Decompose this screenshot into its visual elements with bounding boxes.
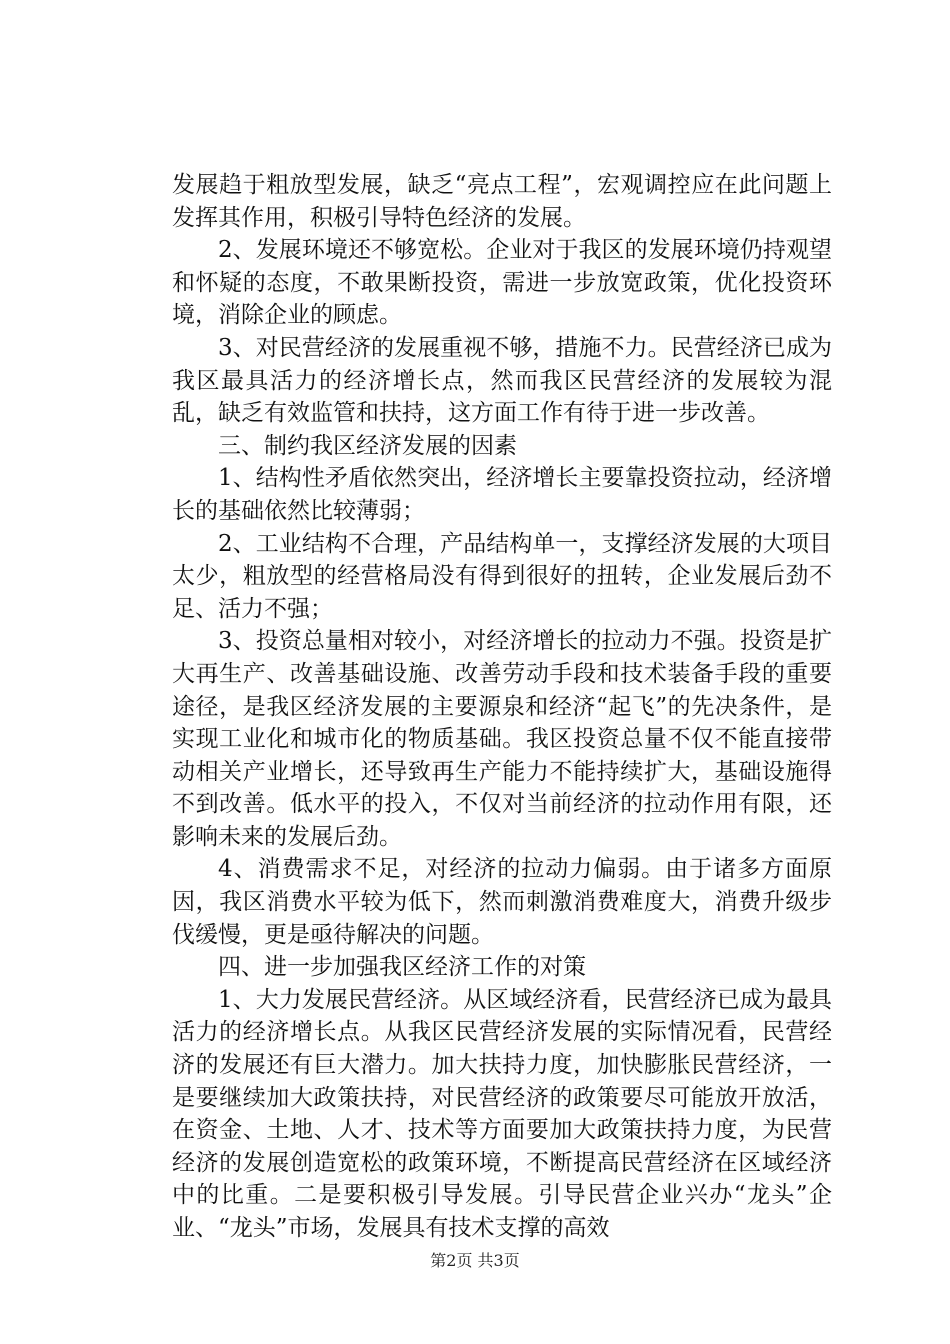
section-heading-3: 三、制约我区经济发展的因素 <box>218 432 517 459</box>
paragraph-consumption: 4、消费需求不足，对经济的拉动力偏弱。由于诸多方面原因，我区消费水平较为低下，然而刺激消费难度大，消费升级步伐缓慢，更是亟待解决的问题。 <box>172 856 832 948</box>
section-heading-4: 四、进一步加强我区经济工作的对策 <box>218 954 586 981</box>
document-body <box>172 169 832 1245</box>
paragraph-develop-private: 1、大力发展民营经济。从区域经济看，民营经济已成为最具活力的经济增长点。从我区民营经济发展的实际情况看，民营经济的发展还有巨大潜力。加大扶持力度，加快膨胀民营经济，一是要继续加大政策扶持，对民营经济的政策要尽可能放开放活，在资金、土地、人才、技术等方面要加大政策扶持力度，为民营经济的发展创造宽松的政策环境，不断提高民营经济在区域经济中的比重。二是要积极引导发展。引导民营企业兴办“龙头”企业、“龙头”市场，发展具有技术支撑的高效 <box>172 986 832 1241</box>
paragraph-private-economy: 3、对民营经济的发展重视不够，措施不力。民营经济已成为我区最具活力的经济增长点，然而我区民营经济的发展较为混乱，缺乏有效监管和扶持，这方面工作有待于进一步改善。 <box>172 334 832 427</box>
paragraph-structural: 1、结构性矛盾依然突出，经济增长主要靠投资拉动，经济增长的基础依然比较薄弱； <box>172 465 832 524</box>
page-footer: 第2页 共3页 <box>430 1251 520 1270</box>
paragraph-industrial: 2、工业结构不合理，产品结构单一，支撑经济发展的大项目太少，粗放型的经营格局没有得到很好的扭转，企业发展后劲不足、活力不强； <box>172 530 832 622</box>
paragraph-environment: 2、发展环境还不够宽松。企业对于我区的发展环境仍持观望和怀疑的态度，不敢果断投资，需进一步放宽政策，优化投资环境，消除企业的顾虑。 <box>172 237 832 329</box>
paragraph-investment: 3、投资总量相对较小，对经济增长的拉动力不强。投资是扩大再生产、改善基础设施、改善劳动手段和技术装备手段的重要途径，是我区经济发展的主要源泉和经济“起飞”的先决条件，是实现工业化和城市化的物质基础。我区投资总量不仅不能直接带动相关产业增长，还导致再生产能力不能持续扩大，基础设施得不到改善。低水平的投入，不仅对当前经济的拉动作用有限，还影响未来的发展后劲。 <box>172 628 832 850</box>
paragraph-continuation: 发展趋于粗放型发展，缺乏“亮点工程”，宏观调控应在此问题上发挥其作用，积极引导特色经济的发展。 <box>172 172 832 231</box>
